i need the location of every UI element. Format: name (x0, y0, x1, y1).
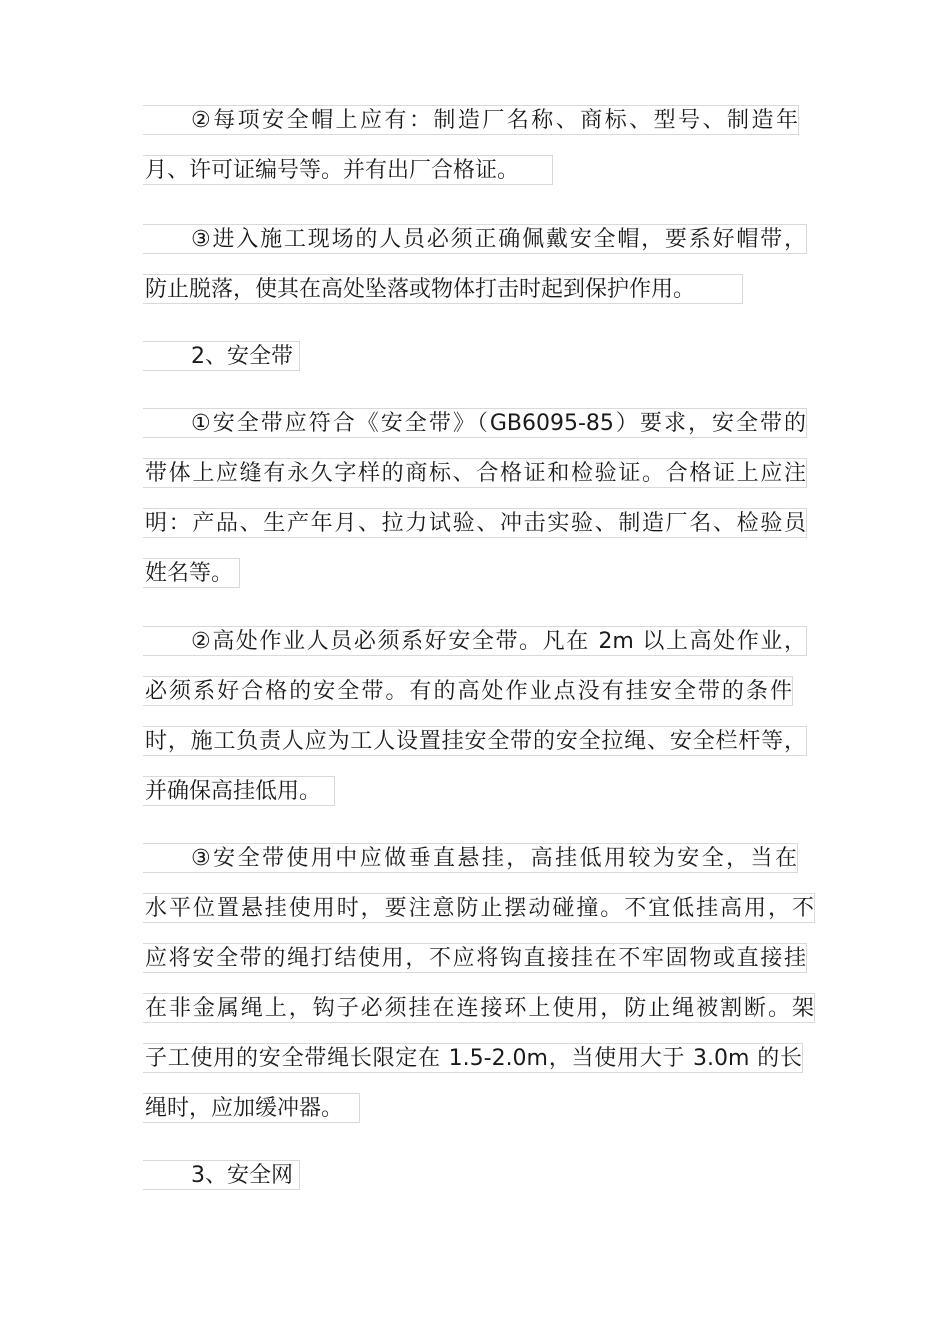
text-line: 明：产品、生产年月、拉力试验、冲击实验、制造厂名、检验员 (143, 508, 807, 538)
text-line: 必须系好合格的安全带。有的高处作业点没有挂安全带的条件 (143, 676, 793, 706)
text-line: ①安全带应符合《安全带》（GB6095-85）要求，安全带的 (143, 408, 807, 438)
section-heading: 3、安全网 (143, 1160, 300, 1190)
text-line: 防止脱落，使其在高处坠落或物体打击时起到保护作用。 (143, 274, 743, 304)
text-line: 子工使用的安全带绳长限定在 1.5-2.0m，当使用大于 3.0m 的长 (143, 1043, 803, 1073)
text-line: ③安全带使用中应做垂直悬挂，高挂低用较为安全，当在 (143, 843, 798, 873)
section-heading: 2、安全带 (143, 341, 300, 371)
text-line: 姓名等。 (143, 558, 240, 588)
text-line: 绳时，应加缓冲器。 (143, 1093, 360, 1123)
text-line: ②高处作业人员必须系好安全带。凡在 2m 以上高处作业， (143, 626, 807, 656)
text-line: 并确保高挂低用。 (143, 776, 335, 806)
text-line: 水平位置悬挂使用时，要注意防止摆动碰撞。不宜低挂高用，不 (143, 893, 815, 923)
text-line: 带体上应缝有永久字样的商标、合格证和检验证。合格证上应注 (143, 458, 807, 488)
text-line: 在非金属绳上，钩子必须挂在连接环上使用，防止绳被割断。架 (143, 993, 815, 1023)
text-line: ③进入施工现场的人员必须正确佩戴安全帽，要系好帽带， (143, 224, 807, 254)
text-line: 应将安全带的绳打结使用，不应将钩直接挂在不牢固物或直接挂 (143, 943, 807, 973)
text-line: 月、许可证编号等。并有出厂合格证。 (143, 155, 553, 185)
text-line: ②每项安全帽上应有：制造厂名称、商标、型号、制造年 (143, 105, 799, 135)
text-line: 时，施工负责人应为工人设置挂安全带的安全拉绳、安全栏杆等， (143, 726, 807, 756)
